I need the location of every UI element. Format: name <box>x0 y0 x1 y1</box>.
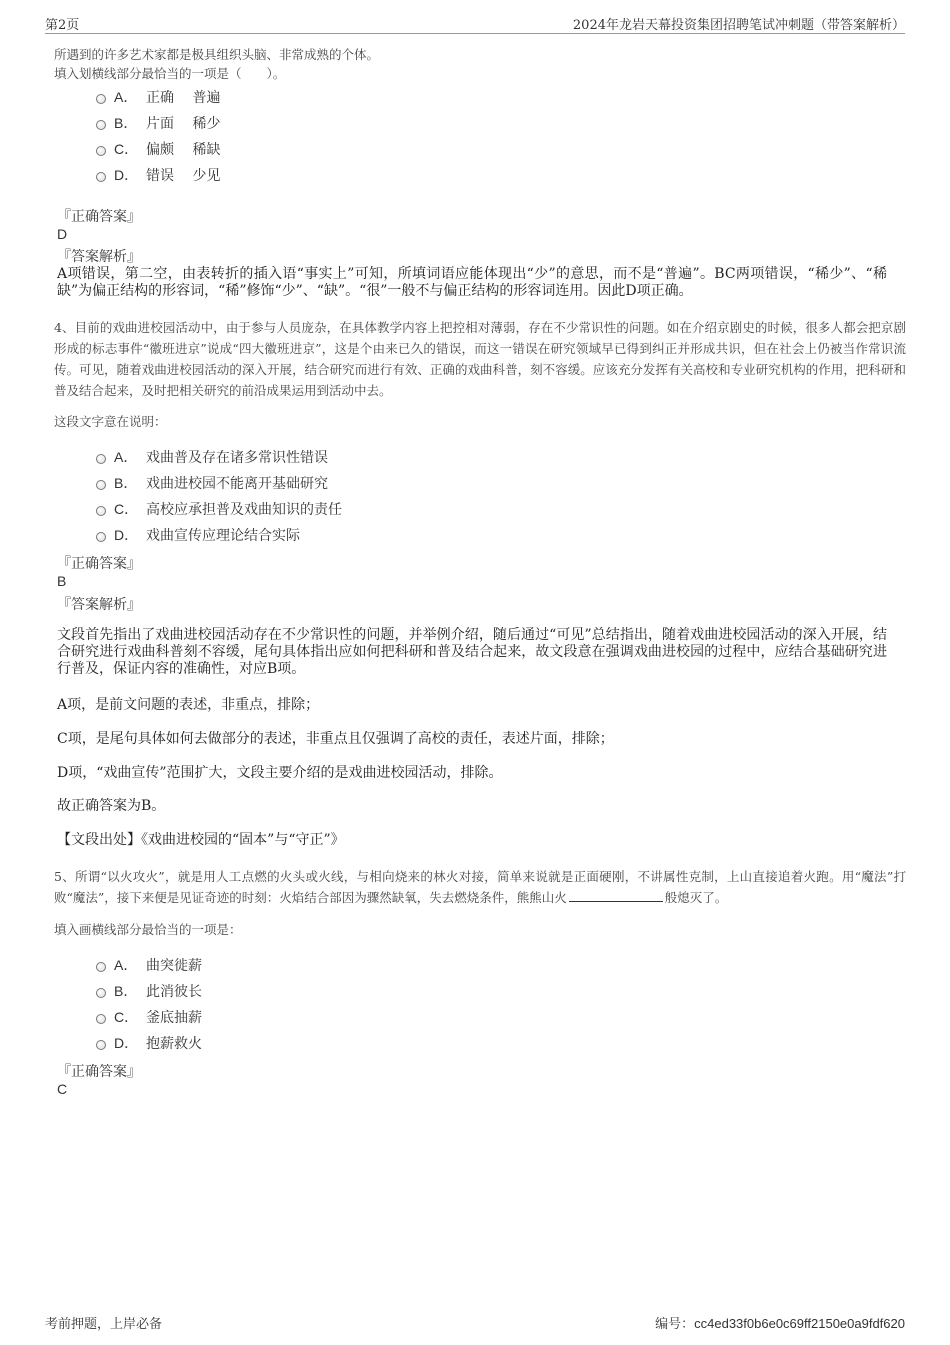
radio-icon[interactable] <box>96 1040 106 1050</box>
q3-option-c[interactable]: C． 偏颇 稀缺 <box>96 138 220 160</box>
q5-option-c[interactable]: C． 釜底抽薪 <box>96 1006 202 1028</box>
q5-answer: C <box>57 1081 68 1097</box>
q4-prompt: 这段文字意在说明： <box>54 414 167 429</box>
q3-answer-label: 『正确答案』 <box>57 209 141 225</box>
q3-option-b[interactable]: B． 片面 稀少 <box>96 112 220 134</box>
q4-analysis-label: 『答案解析』 <box>57 597 141 613</box>
q5-prompt: 填入画横线部分最恰当的一项是： <box>54 922 242 937</box>
q4-answer-label: 『正确答案』 <box>57 556 141 572</box>
q5-option-a[interactable]: A． 曲突徙薪 <box>96 954 202 976</box>
q4-option-d[interactable]: D． 戏曲宣传应理论结合实际 <box>96 524 300 546</box>
q3-stem-tail: 所遇到的许多艺术家都是极具组织头脑、非常成熟的个体。 <box>54 47 380 62</box>
q3-analysis: A项错误，第二空，由表转折的插入语“事实上”可知，所填词语应能体现出“少”的意思，而不是“普遍”。BC两项错误，“稀少”、“稀缺”为偏正结构的形容词，“稀”修饰“少”、“缺”。“很”一般不与偏正结构的形容词连用。因此D项正确。 <box>57 266 887 299</box>
radio-icon[interactable] <box>96 146 106 156</box>
q5-answer-label: 『正确答案』 <box>57 1064 141 1080</box>
radio-icon[interactable] <box>96 988 106 998</box>
fill-blank <box>569 889 663 902</box>
page-number: 第2页 <box>45 18 80 33</box>
q4-analysis-a: A项，是前文问题的表述，非重点，排除； <box>57 697 320 713</box>
radio-icon[interactable] <box>96 480 106 490</box>
q4-stem: 4、目前的戏曲进校园活动中，由于参与人员庞杂，在具体教学内容上把控相对薄弱，存在不少常识性的问题。如在介绍京剧史的时候，很多人都会把京剧形成的标志事件“徽班进京”说成“四大徽班进京”，这是个由来已久的错误，而这一错误在研究领域早已得到纠正并形成共识，但在社会上仍被当作常识流传。可见，随着戏曲进校园活动的深入开展，结合研究而进行有效、正确的戏曲科普，刻不容缓。应该充分发挥有关高校和专业研究机构的作用，把科研和普及结合起来，及时把相关研究的前沿成果运用到活动中去。 <box>54 320 906 398</box>
q3-option-a[interactable]: A． 正确 普遍 <box>96 86 220 108</box>
radio-icon[interactable] <box>96 532 106 542</box>
q4-option-c[interactable]: C． 高校应承担普及戏曲知识的责任 <box>96 498 342 520</box>
radio-icon[interactable] <box>96 120 106 130</box>
radio-icon[interactable] <box>96 506 106 516</box>
q5-stem: 5、所谓“以火攻火”，就是用人工点燃的火头或火线，与相向烧来的林火对接，简单来说就是正面硬刚，不讲属性克制，上山直接追着火跑。用“魔法”打败“魔法”，接下来便是见证奇迹的时刻：火焰结合部因为骤然缺氧，失去燃烧条件，熊熊山火 般熄灭了。 <box>54 869 906 905</box>
q4-source: 【文段出处】《戏曲进校园的“固本”与“守正”》 <box>57 832 345 848</box>
q5-option-b[interactable]: B． 此消彼长 <box>96 980 202 1002</box>
q4-option-b[interactable]: B． 戏曲进校园不能离开基础研究 <box>96 472 328 494</box>
document-title: 2024年龙岩天幕投资集团招聘笔试冲刺题（带答案解析） <box>572 18 905 33</box>
q4-analysis-c: C项，是尾句具体如何去做部分的表述，非重点且仅强调了高校的责任，表述片面，排除； <box>57 731 614 747</box>
radio-icon[interactable] <box>96 962 106 972</box>
q4-analysis-main: 文段首先指出了戏曲进校园活动存在不少常识性的问题，并举例介绍，随后通过“可见”总结指出，随着戏曲进校园活动的深入开展，结合研究进行戏曲科普刻不容缓，尾句具体指出应如何把科研和普及结合起来，故文段意在强调戏曲进校园的过程中，应结合基础研究进行普及，保证内容的准确性，对应B项。 <box>57 627 887 677</box>
footer-slogan: 考前押题，上岸必备 <box>45 1317 163 1332</box>
radio-icon[interactable] <box>96 454 106 464</box>
q3-option-d[interactable]: D． 错误 少见 <box>96 164 220 186</box>
q5-option-d[interactable]: D． 抱薪救火 <box>96 1032 202 1054</box>
q4-option-a[interactable]: A． 戏曲普及存在诸多常识性错误 <box>96 446 328 468</box>
q3-answer: D <box>57 226 68 242</box>
radio-icon[interactable] <box>96 172 106 182</box>
radio-icon[interactable] <box>96 1014 106 1024</box>
q3-prompt: 填入划横线部分最恰当的一项是（ ）。 <box>54 66 286 81</box>
document-id: 编号：cc4ed33f0b6e0c69ff2150e0a9fdf620 <box>655 1316 905 1331</box>
q4-analysis-conclusion: 故正确答案为B。 <box>57 798 166 814</box>
radio-icon[interactable] <box>96 94 106 104</box>
q3-analysis-label: 『答案解析』 <box>57 249 141 265</box>
q4-analysis-d: D项，“戏曲宣传”范围扩大，文段主要介绍的是戏曲进校园活动，排除。 <box>57 765 503 781</box>
q4-answer: B <box>57 573 67 589</box>
header-divider <box>45 33 905 34</box>
